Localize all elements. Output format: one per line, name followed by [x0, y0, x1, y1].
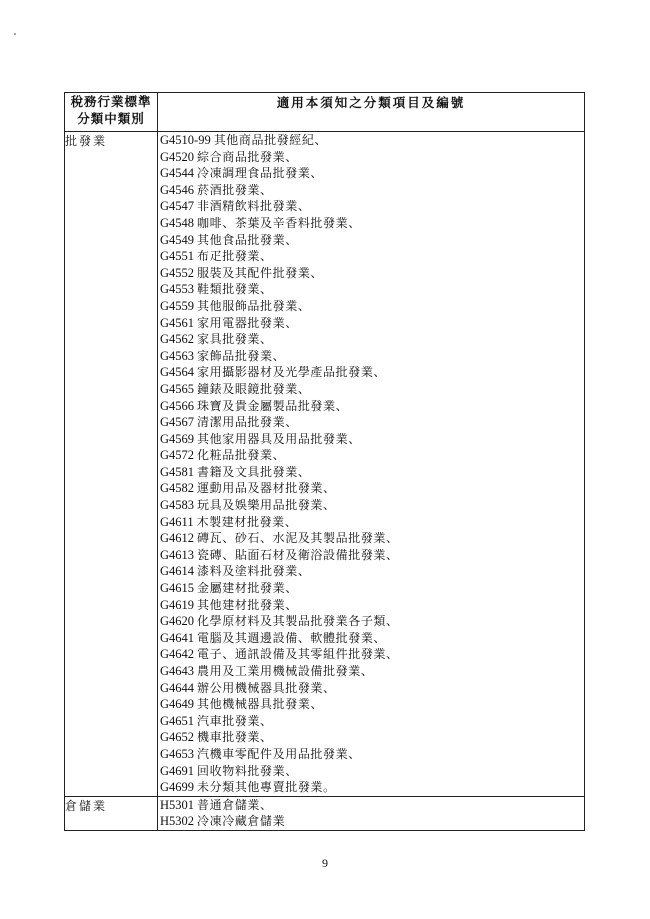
- item-name: 其他家用器具及用品批發業、: [197, 431, 361, 446]
- item-code: G4653: [160, 746, 195, 761]
- item-code: G4582: [160, 481, 195, 496]
- item-name: 未分類其他專賣批發業。: [197, 780, 336, 795]
- item-name: 普通倉儲業、: [197, 797, 273, 812]
- category-row: [65, 796, 585, 830]
- item-code: G4567: [160, 415, 195, 430]
- list-item: [158, 597, 584, 614]
- category-cell: 倉儲業: [65, 796, 158, 830]
- list-item: [158, 779, 584, 796]
- header-row: [65, 93, 585, 132]
- list-item: [158, 729, 584, 746]
- header-category-cell: [65, 93, 158, 132]
- item-code: G4699: [160, 780, 195, 795]
- list-item: [158, 215, 584, 232]
- item-name: 其他建材批發業、: [197, 597, 298, 612]
- item-code: G4547: [160, 199, 195, 214]
- list-item: [158, 414, 584, 431]
- list-item: [158, 232, 584, 249]
- list-item: [158, 464, 584, 481]
- item-code: G4562: [160, 332, 195, 347]
- header-items-cell: 適用本須知之分類項目及編號: [158, 93, 585, 132]
- item-name: 其他食品批發業、: [197, 232, 298, 247]
- category-cell: 批發業: [65, 132, 158, 797]
- list-item: [158, 530, 584, 547]
- item-code: G4553: [160, 282, 195, 297]
- item-code: G4569: [160, 431, 195, 446]
- item-code: H5302: [160, 814, 195, 829]
- item-code: G4561: [160, 315, 195, 330]
- item-code: G4559: [160, 298, 195, 313]
- list-item: [158, 713, 584, 730]
- item-code: G4691: [160, 763, 195, 778]
- list-item: [158, 149, 584, 166]
- item-code: G4643: [160, 664, 195, 678]
- list-item: [158, 746, 584, 763]
- item-name: 回收物料批發業、: [197, 763, 298, 778]
- list-item: [158, 563, 584, 580]
- item-code: G4615: [160, 581, 195, 596]
- list-item: [158, 165, 584, 182]
- header-category-line2: 分類中類別: [77, 111, 145, 126]
- list-item: [158, 797, 584, 814]
- item-name: 書籍及文具批發業、: [197, 464, 311, 479]
- item-name: 農用及工業用機械設備批發業、: [197, 664, 374, 678]
- list-item: [158, 514, 584, 531]
- item-code: G4649: [160, 697, 195, 712]
- item-code: G4510-99: [160, 133, 211, 147]
- item-code: G4612: [160, 531, 195, 546]
- item-code: G4651: [160, 713, 195, 728]
- list-item: [158, 613, 584, 630]
- item-code: G4642: [160, 647, 195, 662]
- item-code: G4566: [160, 398, 195, 413]
- items-cell: [158, 132, 585, 797]
- item-code: G4641: [160, 630, 195, 645]
- item-code: G4549: [160, 232, 195, 247]
- list-item: [158, 630, 584, 647]
- item-name: 咖啡、茶葉及辛香料批發業、: [197, 215, 361, 230]
- item-name: 鐘錶及眼鏡批發業、: [197, 381, 311, 396]
- list-item: [158, 364, 584, 381]
- item-code: G4644: [160, 680, 195, 695]
- item-code: G4652: [160, 730, 195, 745]
- list-item: [158, 281, 584, 298]
- item-name: 冷凍冷藏倉儲業: [197, 814, 286, 829]
- item-name: 綜合商品批發業、: [197, 149, 298, 164]
- item-name: 家用攝影器材及光學產品批發業、: [197, 365, 387, 380]
- category-row: [65, 132, 585, 797]
- item-code: G4565: [160, 381, 195, 396]
- item-name: 非酒精飲料批發業、: [197, 199, 311, 214]
- item-name: 電子、通訊設備及其零組件批發業、: [197, 647, 399, 662]
- item-name: 布疋批發業、: [197, 249, 273, 264]
- item-name: 其他服飾品批發業、: [197, 298, 311, 313]
- item-name: 家飾品批發業、: [197, 348, 286, 363]
- list-item: [158, 248, 584, 265]
- item-code: G4544: [160, 166, 195, 181]
- item-code: G4614: [160, 564, 195, 579]
- item-name: 辦公用機械器具批發業、: [197, 680, 336, 695]
- item-code: G4620: [160, 614, 195, 629]
- list-item: [158, 381, 584, 398]
- item-code: G4581: [160, 464, 195, 479]
- list-item: [158, 813, 584, 830]
- item-name: 汽機車零配件及用品批發業、: [197, 746, 361, 761]
- item-name: 化粧品批發業、: [197, 448, 286, 463]
- item-code: G4572: [160, 448, 195, 463]
- list-item: [158, 680, 584, 697]
- item-name: 其他商品批發經紀、: [213, 133, 328, 147]
- list-item: [158, 398, 584, 415]
- item-code: G4546: [160, 182, 195, 197]
- list-item: [158, 132, 584, 149]
- item-code: G4564: [160, 365, 195, 380]
- table-body: [65, 132, 585, 831]
- item-name: 機車批發業、: [197, 730, 273, 745]
- list-item: [158, 431, 584, 448]
- page-number: 9: [322, 856, 328, 870]
- list-item: [158, 663, 584, 680]
- item-name: 菸酒批發業、: [197, 182, 273, 197]
- list-item: [158, 447, 584, 464]
- list-item: [158, 696, 584, 713]
- list-item: [158, 497, 584, 514]
- item-name: 服裝及其配件批發業、: [197, 265, 324, 280]
- item-name: 家具批發業、: [197, 332, 273, 347]
- list-item: [158, 182, 584, 199]
- list-item: [158, 547, 584, 564]
- item-name: 磚瓦、砂石、水泥及其製品批發業、: [197, 531, 399, 546]
- items-cell: [158, 796, 585, 830]
- item-name: 金屬建材批發業、: [197, 581, 298, 596]
- classification-table: [64, 92, 585, 831]
- list-item: [158, 331, 584, 348]
- item-name: 玩具及娛樂用品批發業、: [197, 498, 336, 513]
- list-item: [158, 265, 584, 282]
- item-name: 其他機械器具批發業、: [197, 697, 324, 712]
- list-item: [158, 580, 584, 597]
- item-code: H5301: [160, 797, 195, 812]
- item-code: G4583: [160, 498, 195, 513]
- item-name: 電腦及其週邊設備、軟體批發業、: [197, 630, 387, 645]
- list-item: [158, 315, 584, 332]
- scan-speck: [14, 33, 16, 35]
- item-name: 鞋類批發業、: [197, 282, 273, 297]
- item-name: 珠寶及貴金屬製品批發業、: [197, 398, 349, 413]
- list-item: [158, 646, 584, 663]
- item-name: 冷凍調理食品批發業、: [197, 166, 324, 181]
- item-code: G4619: [160, 597, 195, 612]
- item-code: G4563: [160, 348, 195, 363]
- header-category-line1: 稅務行業標準: [70, 94, 152, 109]
- item-name: 家用電器批發業、: [197, 315, 298, 330]
- item-name: 汽車批發業、: [197, 713, 273, 728]
- item-name: 瓷磚、貼面石材及衛浴設備批發業、: [197, 547, 399, 562]
- item-name: 運動用品及器材批發業、: [197, 481, 336, 496]
- list-item: [158, 763, 584, 780]
- item-name: 木製建材批發業、: [196, 514, 298, 529]
- item-code: G4552: [160, 265, 195, 280]
- list-item: [158, 298, 584, 315]
- item-code: G4551: [160, 249, 195, 264]
- list-item: [158, 198, 584, 215]
- list-item: [158, 480, 584, 497]
- list-item: [158, 348, 584, 365]
- item-name: 化學原材料及其製品批發業各子類、: [197, 614, 399, 629]
- item-code: G4520: [160, 149, 195, 164]
- item-name: 漆料及塗料批發業、: [197, 564, 311, 579]
- item-code: G4548: [160, 215, 195, 230]
- item-name: 清潔用品批發業、: [197, 415, 298, 430]
- item-code: G4613: [160, 547, 195, 562]
- item-code: G4611: [160, 514, 194, 529]
